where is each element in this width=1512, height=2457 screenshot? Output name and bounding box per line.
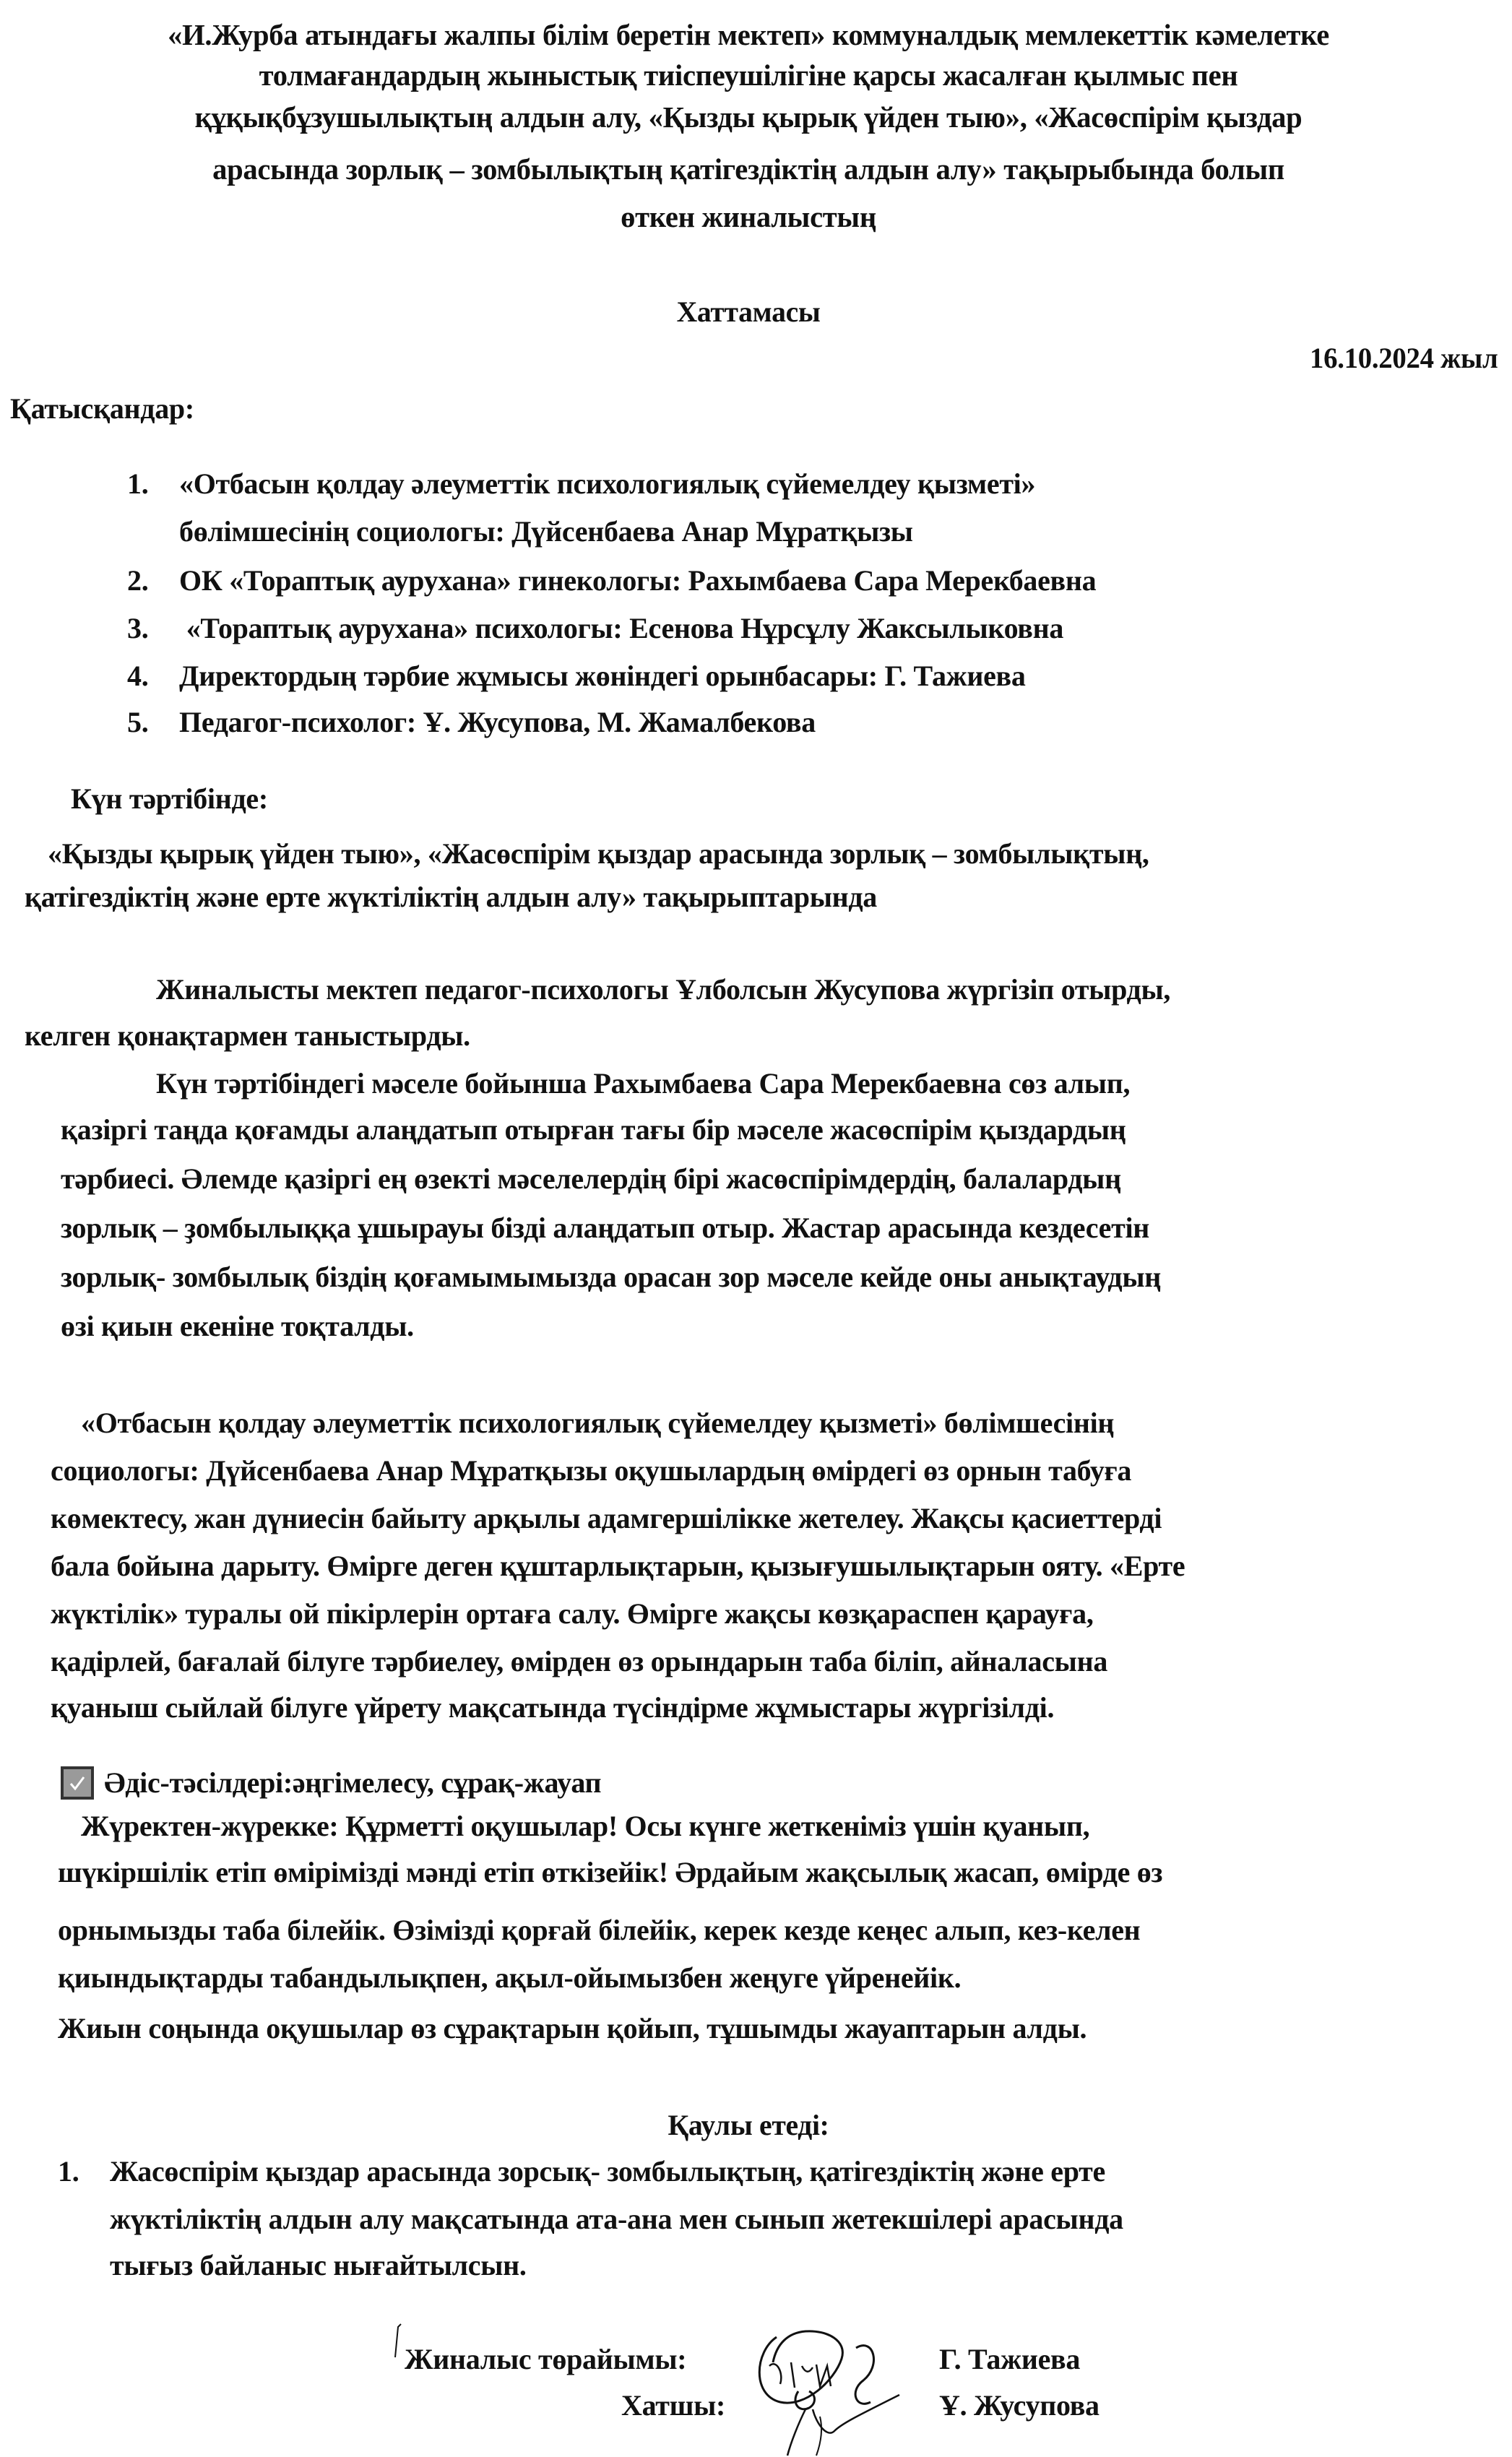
participant-item [127,563,1096,598]
participant-item [127,467,1035,501]
document-type-heading: Хаттамасы [676,295,821,328]
list-number: 3. [127,612,149,644]
body-line: зорлық- зомбылық біздің қоғамымымызда орасан зор мәселе кейде оны анықтаудың [61,1261,1162,1293]
sociologist-line: бала бойына дарыту. Өмірге деген құштарлықтарын, қызығушылықтарын ояту. «Ерте [51,1550,1185,1582]
list-number: 4. [127,660,149,692]
title-line: өткен жиналыстың [621,200,876,233]
participant-text: ОК «Тораптық аурухана» гинекологы: Рахымбаева Сара Мерекбаевна [179,564,1097,597]
methods-line: орнымызды таба білейік. Өзімізді қорғай білейік, керек кезде кеңес алып, кез-келен [58,1914,1141,1946]
sociologist-line: көмектесу, жан дүниесін байыту арқылы адамгершілікке жетелеу. Жақсы қасиеттерді [51,1502,1162,1534]
resolution-heading: Қаулы етеді: [668,2109,829,2141]
participant-text: Педагог-психолог: Ұ. Жусупова, М. Жамалбекова [179,706,816,738]
sociologist-line: қадірлей, бағалай білуге тәрбиелеу, өмірден өз орындарын таба біліп, айналасына [51,1645,1108,1677]
body-line: Күн тәртібіндегі мәселе бойынша Рахымбаева Сара Мерекбаевна сөз алып, [156,1067,1131,1100]
title-line: толмағандардың жыныстық тиіспеушілігіне қарсы жасалған қылмыс пен [259,59,1238,92]
sociologist-line: «Отбасын қолдау әлеуметтік психологиялық сүйемелдеу қызметі» бөлімшесінің [81,1407,1115,1439]
document-date: 16.10.2024 жыл [1309,342,1498,374]
participant-text: «Отбасын қолдау әлеуметтік психологиялық сүйемелдеу қызметі» [179,467,1036,500]
sociologist-line: қуаныш сыйлай білуге үйрету мақсатында түсіндірме жұмыстары жүргізілді. [51,1691,1055,1724]
list-number: 1. [127,467,149,500]
participant-text: Директордың тәрбие жұмысы жөніндегі орынбасары: Г. Тажиева [179,660,1026,692]
pen-mark-icon [392,2323,402,2359]
chair-name: Г. Тажиева [939,2343,1081,2375]
participants-heading: Қатысқандар: [10,392,194,425]
participant-item [127,705,816,740]
title-line: құқықбұзушылықтың алдын алу, «Қызды қырық үйден тыю», «Жасөспірім қыздар [194,100,1303,134]
body-line: Жиналысты мектеп педагог-психологы Ұлболсын Жусупова жүргізіп отырды, [156,973,1171,1006]
methods-line: қиындықтарды табандылықпен, ақыл-ойымызбен жеңуге үйренейік. [58,1961,962,1994]
body-line: тәрбиесі. Әлемде қазіргі ең өзекті мәселелердің бірі жасөспірімдердің, балалардың [61,1162,1121,1195]
sociologist-line: жүктілік» туралы ой пікірлерін ортаға салу. Өмірге жақсы көзқараспен қарауға, [51,1597,1094,1630]
methods-heading: Әдіс-тәсілдері:әңгімелесу, сұрақ-жауап [104,1766,602,1799]
body-line: келген қонақтармен таныстырды. [25,1019,470,1052]
list-number: 2. [127,564,149,597]
chair-label: Жиналыс төрайымы: [405,2343,687,2375]
title-line: арасында зорлық – зомбылықтың қатігездіктің алдын алу» тақырыбында болып [212,152,1284,186]
secretary-label: Хатшы: [621,2389,726,2422]
list-number: 1. [58,2155,79,2188]
agenda-line: қатігездіктің және ерте жүктіліктің алдын алу» тақырыптарында [25,881,878,913]
list-number: 5. [127,706,149,738]
title-line: «И.Журба атындағы жалпы білім беретін мектеп» коммуналдық мемлекеттік кәмелетке [168,18,1329,51]
resolution-item [58,2154,1105,2189]
agenda-line: «Қызды қырық үйден тыю», «Жасөспірім қыздар арасында зорлық – зомбылықтың, [48,837,1149,870]
body-line: қазіргі таңда қоғамды алаңдатып отырған тағы бір мәселе жасөспірім қыздардың [61,1113,1126,1146]
resolution-item-continuation: жүктіліктің алдын алу мақсатында ата-ана мен сынып жетекшілері арасында [110,2203,1123,2235]
sociologist-line: социологы: Дүйсенбаева Анар Мұратқызы оқушылардың өмірдегі өз орнын табуға [51,1454,1132,1487]
participant-item [127,659,1026,694]
participant-item [127,611,1063,646]
handwritten-signature [748,2323,943,2457]
participant-item-continuation: бөлімшесінің социологы: Дүйсенбаева Анар Мұратқызы [179,515,913,548]
secretary-name: Ұ. Жусупова [939,2389,1100,2422]
agenda-heading: Күн тәртібінде: [71,782,268,815]
checked-checkbox-icon [61,1766,94,1800]
methods-line: шүкіршілік етіп өмірімізді мәнді етіп өткізейік! Әрдайым жақсылық жасап, өмірде өз [58,1856,1163,1888]
body-line: зорлық – ҙомбылыққа ұшырауы бізді алаңдатып отыр. Жастар арасында кездесетін [61,1212,1150,1244]
participant-text: «Тораптық аурухана» психологы: Есенова Нұрсұлу Жаксылыковна [179,612,1064,644]
methods-line: Жүректен-жүрекке: Құрметті оқушылар! Осы күнге жеткеніміз үшін қуанып, [81,1810,1090,1842]
resolution-text: Жасөспірім қыздар арасында зорсық- зомбылықтың, қатігездіктің және ерте [110,2155,1105,2188]
resolution-item-continuation: тығыз байланыс нығайтылсын. [110,2249,527,2281]
methods-line: Жиын соңында оқушылар өз сұрақтарын қойып, тұшымды жауаптарын алды. [58,2012,1087,2044]
body-line: өзі қиын екеніне тоқталды. [61,1310,414,1342]
